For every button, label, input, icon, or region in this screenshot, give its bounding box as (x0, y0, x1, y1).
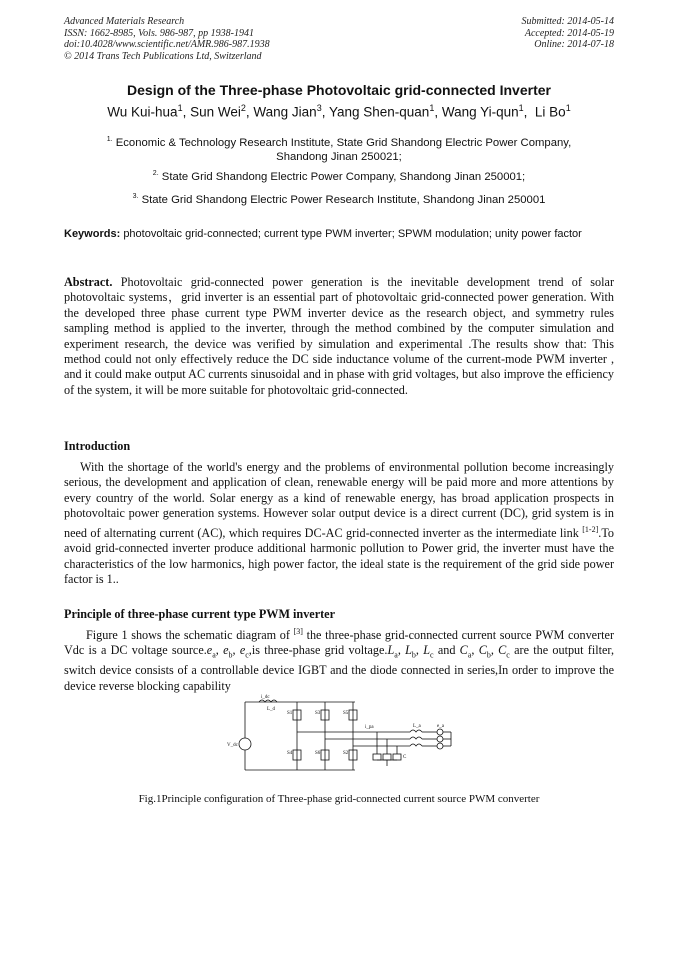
submitted-date: Submitted: 2014-05-14 (521, 16, 614, 27)
principle-text: are the output filter, switch device consists of a controllable device IGBT and the diode connected in series,In order to improve the device reverse blocking capability (64, 643, 615, 693)
citation-ref: [3] (293, 627, 303, 636)
journal-header-left (64, 16, 270, 62)
affiliation-text: Shandong Jinan 250021; (276, 150, 402, 163)
author-affiliation-mark: 1 (429, 103, 435, 113)
label-vdc: V_dc (227, 743, 238, 748)
journal-name: Advanced Materials Research (64, 16, 185, 27)
figure-caption: Fig.1Principle configuration of Three-phase grid-connected current source PWM converter (138, 793, 540, 805)
accepted-date: Accepted: 2014-05-19 (524, 27, 614, 39)
author-list: Wu Kui-hua$^1$, Sun Wei$^2$, Wang Jian$^3$, Yang Shen-quan$^1$, Wang Yi-qun$^1$, Li Bo$^1$ (107, 103, 571, 120)
label-s6: S6 (315, 751, 321, 756)
paper-title: Design of the Three-phase Photovoltaic grid-connected Inverter (127, 82, 551, 98)
section-heading-principle: Principle of three-phase current type PWM inverter (64, 607, 335, 621)
abstract (64, 275, 614, 398)
affiliation-1 (64, 133, 614, 164)
author-name: Wang Jian (253, 104, 317, 120)
label-ld: L_d (267, 707, 276, 712)
label-ipa: i_pa (365, 725, 374, 730)
author-affiliation-mark: 1 (518, 103, 524, 113)
author-name: Sun Wei (190, 104, 241, 120)
circuit-diagram (225, 692, 461, 780)
label-s3: S3 (315, 711, 321, 716)
label-s2: S2 (343, 751, 349, 756)
label-ea: e_a (437, 724, 444, 729)
author-affiliation-mark: 1 (565, 103, 571, 113)
label-s5: S5 (343, 711, 349, 716)
label-s1: S1 (287, 711, 293, 716)
author-affiliation-mark: 1 (177, 103, 183, 113)
principle-text: Figure 1 shows the schematic diagram of (86, 628, 294, 643)
copyright-line: © 2014 Trans Tech Publications Ltd, Switzerland (64, 50, 262, 62)
affiliation-mark: 1. (106, 136, 113, 143)
principle-paragraph: Figure 1 shows the schematic diagram of [3] the three-phase grid-connected current source PWM converter Vdc is a DC voltage $source.e_a$, $e_b$, $e_c,is$ three-phase grid $voltage.L_a$, $L_b$, $L_c$ and $C_a$, $C_b$, $C_c$ are the output filter, switch device consists of a controllable device IGBT and the diode connected in series,In order to improve the device reverse blocking capability (64, 627, 615, 693)
author-name: Wang Yi-qun (441, 104, 519, 120)
keywords-text: photovoltaic grid-connected; current type PWM inverter; SPWM modulation; unity power factor (123, 228, 582, 240)
introduction-text: With the shortage of the world's energy and the problems of environmental pollution become increasingly serious, the development and application of clean, renewable energy will be paid more and more attentions by every country of the world. Solar energy as a kind of renewable energy, has broad application prospects in photovoltaic power generation systems. However solar output device is a direct current (DC), grid system is in need of alternating current (AC), which requires DC-AC grid-connected inverter as the intermediate link (64, 460, 614, 540)
affiliation-text: Economic & Technology Research Institute, State Grid Shandong Electric Power Company, (115, 136, 572, 149)
author-affiliation-mark: 2 (240, 103, 246, 113)
introduction-paragraph (64, 460, 614, 587)
principle-text: is three-phase grid voltage. (251, 643, 388, 658)
journal-header-right (522, 16, 615, 51)
keywords (64, 228, 614, 241)
online-date: Online: 2014-07-18 (534, 39, 614, 50)
doi-line: doi:10.4028/www.scientific.net/AMR.986-987.1938 (64, 39, 270, 50)
keywords-label: Keywords: (64, 228, 121, 240)
section-heading-introduction: Introduction (64, 439, 131, 453)
affiliation-2 (64, 167, 614, 184)
introduction-text: .To avoid grid-connected inverter produce additional harmonic pollution to Power grid, the inverter must have the characteristics of the low harmonics, high power factor, the ideal state is the requirement of the grid side power factor is 1.. (64, 525, 614, 586)
issn-line: ISSN: 1662-8985, Vols. 986-987, pp 1938-1941 (64, 27, 254, 39)
author-name: Li Bo (534, 104, 566, 120)
label-la: L_a (413, 724, 421, 729)
label-idc: i_dc (261, 695, 270, 700)
affiliation-mark: 3. (132, 193, 139, 200)
affiliation-mark: 2. (152, 170, 159, 177)
affiliation-text: State Grid Shandong Electric Power Research Institute, Shandong Jinan 250001 (141, 193, 546, 206)
author-affiliation-mark: 3 (316, 103, 322, 113)
citation-ref: [1-2] (582, 524, 599, 534)
author-name: Yang Shen-quan (328, 104, 430, 120)
affiliation-text: State Grid Shandong Electric Power Company, Shandong Jinan 250001; (161, 170, 526, 183)
abstract-label: Abstract. (64, 275, 113, 289)
principle-text: the three-phase grid-connected current source PWM converter Vdc is a DC voltage source. (64, 628, 615, 658)
affiliation-3 (64, 190, 614, 207)
label-capacitor: C (403, 755, 407, 760)
abstract-text: Photovoltaic grid-connected power generation is the inevitable development trend of solar photovoltaic systems，grid inverter is an essential part of photovoltaic grid-connected power generation. With the developed three phase current type PWM inverter device as the research object, and symmetry rules sampling method is applied to the inverter, through the method combined by the computer simulation and experiment research, the device was verified by simulation and experimental .The results show that: This method could not only effectively reduce the DC side inductance volume of the current-mode PWM inverter , and it could make output AC currents sinusoidal and in phase with grid voltages, but also improve the efficiency of the system, it will be more suitable for photovoltaic grid-connected. (64, 275, 614, 397)
label-s4: S4 (287, 751, 293, 756)
author-name: Wu Kui-hua (107, 104, 178, 120)
